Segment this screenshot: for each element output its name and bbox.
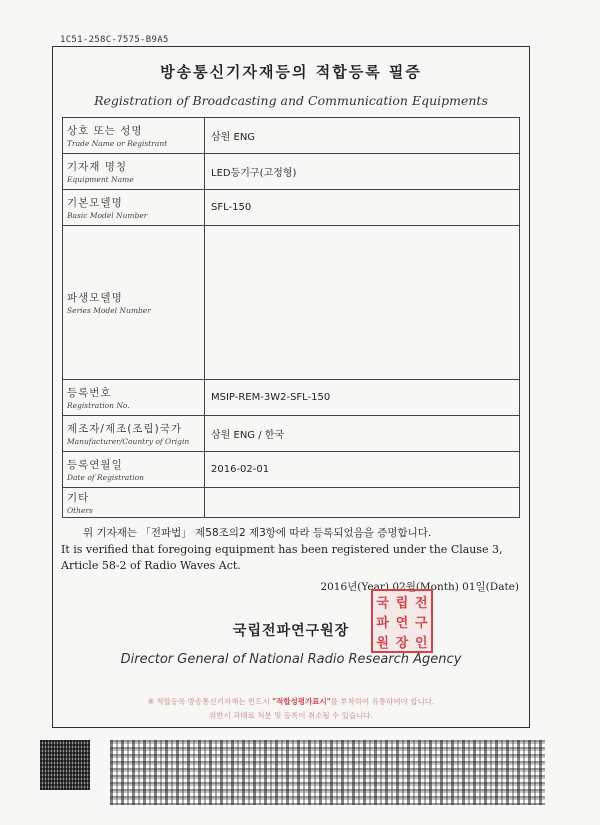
label-english: Date of Registration <box>67 473 144 482</box>
notice <box>53 695 529 723</box>
label-korean: 기자재 명칭 <box>67 161 128 173</box>
title-korean: 방송통신기자재등의 적합등록 필증 <box>160 63 422 81</box>
notice-line-1-post: 를 부착하여 유통하여야 합니다. <box>330 697 435 706</box>
row-registration-date <box>63 452 520 488</box>
statement-korean: 위 기자재는 「전파법」 제58조의2 제3항에 따라 등록되었음을 증명합니다. <box>83 527 432 539</box>
label-korean: 제조자/제조(조립)국가 <box>67 423 183 435</box>
value-basic-model: SFL-150 <box>205 190 520 226</box>
seal-char: 인 <box>415 635 428 651</box>
label-english: Basic Model Number <box>67 211 148 220</box>
seal-char: 연 <box>395 615 409 631</box>
seal-char: 전 <box>415 595 428 611</box>
notice-line-1 <box>53 695 529 709</box>
label-english: Trade Name or Registrant <box>67 139 168 148</box>
label-korean: 기본모델명 <box>67 197 123 209</box>
row-basic-model <box>63 190 520 226</box>
statement-english <box>61 542 523 574</box>
seal-char: 파 <box>376 615 389 631</box>
label-english: Others <box>67 506 93 515</box>
value-equipment-name: LED등기구(고정형) <box>205 154 520 190</box>
seal-char: 국 <box>376 595 389 611</box>
value-registration-date: 2016-02-01 <box>205 452 520 488</box>
label-english: Series Model Number <box>67 306 151 315</box>
row-registration-no <box>63 380 520 416</box>
certificate-frame <box>52 46 530 728</box>
seal-char: 립 <box>395 595 409 611</box>
qr-code <box>40 740 90 790</box>
row-trade-name <box>63 118 520 154</box>
row-equipment-name <box>63 154 520 190</box>
issuer-english: Director General of National Radio Research Agency <box>120 652 462 667</box>
label-korean: 등록번호 <box>67 387 112 399</box>
label-english: Equipment Name <box>67 175 134 184</box>
issue-date: 2016년(Year) 02월(Month) 01일(Date) <box>320 581 519 593</box>
value-series-model <box>205 226 520 380</box>
document-id: 1C51-258C-7575-B9A5 <box>60 35 169 45</box>
value-others <box>205 488 520 518</box>
notice-line-2: 위반시 과태료 처분 및 등록이 취소될 수 있습니다. <box>209 711 373 720</box>
notice-mark-label: "적합성평가표시" <box>272 697 331 706</box>
label-korean: 상호 또는 성명 <box>67 125 143 137</box>
label-english: Manufacturer/Country of Origin <box>67 437 190 446</box>
seal-char: 장 <box>395 635 409 651</box>
row-series-model <box>63 226 520 380</box>
seal-char: 구 <box>415 615 428 631</box>
notice-line-1-pre: ※ 적합등록 방송통신기자재는 반드시 <box>147 697 273 706</box>
row-manufacturer <box>63 416 520 452</box>
security-barcode <box>110 740 545 805</box>
row-others <box>63 488 520 518</box>
label-korean: 파생모델명 <box>67 292 123 304</box>
value-manufacturer: 삼원 ENG / 한국 <box>205 416 520 452</box>
title-english: Registration of Broadcasting and Communication Equipments <box>94 93 488 108</box>
statement-english-line-1: It is verified that foregoing equipment has been registered under the Clause 3, <box>61 543 503 556</box>
registration-info-table <box>62 117 520 518</box>
seal-char: 원 <box>376 635 389 651</box>
value-trade-name: 삼원 ENG <box>205 118 520 154</box>
official-seal <box>371 589 433 653</box>
issuer-korean: 국립전파연구원장 <box>233 623 350 639</box>
label-korean: 등록연월일 <box>67 459 123 471</box>
label-english: Registration No. <box>67 401 130 410</box>
label-korean: 기타 <box>67 492 90 504</box>
value-registration-no: MSIP-REM-3W2-SFL-150 <box>205 380 520 416</box>
statement-english-line-2: Article 58-2 of Radio Waves Act. <box>61 559 241 572</box>
